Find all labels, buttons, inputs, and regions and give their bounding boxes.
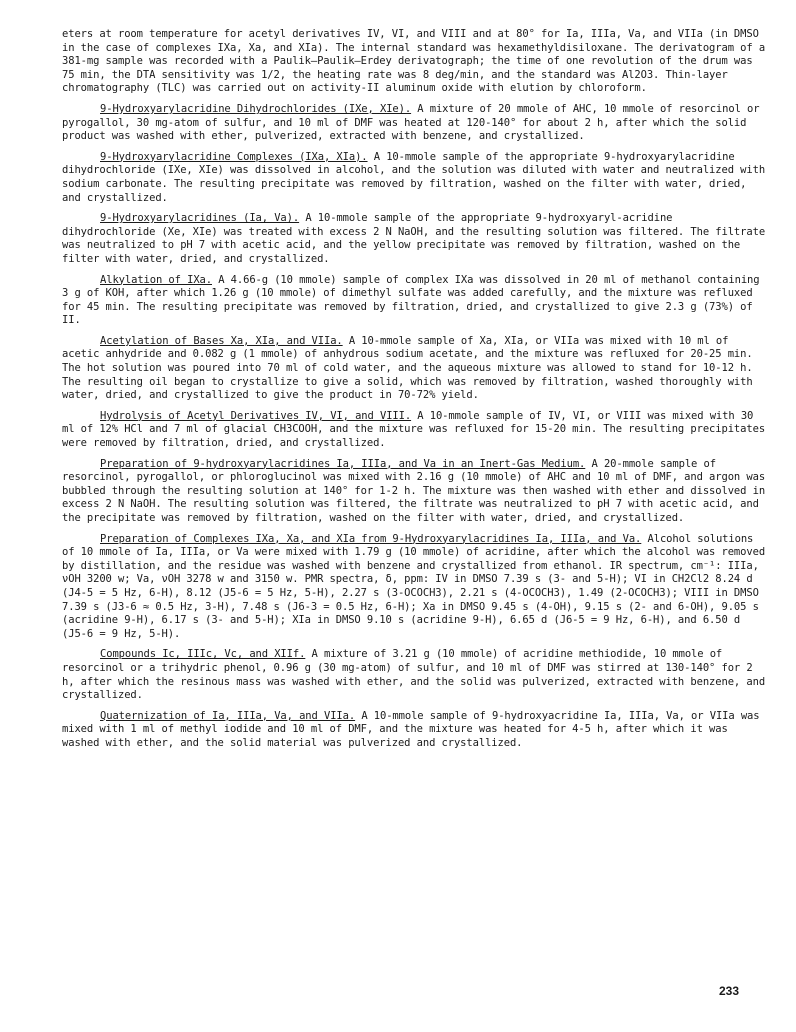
paragraph-body: Alcohol solutions of 10 mmole of Ia, IIIa, or Va were mixed with 1.79 g (10 mmole) of acridine, after which the alcohol was removed by distillation, and the residue was washed with benzene and crystallized from ethanol. IR spectrum, cm⁻¹: IIIa, νOH 3200 w; Va, νOH 3278 w and 3150 w. PMR spectra, δ, ppm: IV in DMSO 7.39 s (3- and 5-H); VI in CH2Cl2 8.24 d (J4-5 = 5 Hz, 6-H), 8.12 (J5-6 = 5 Hz, 5-H), 2.27 s (3-OCOCH3), 2.21 s (4-OCOCH3), 1.49 (2-OCOCH3); VIII in DMSO 7.39 s (J3-6 ≈ 0.5 Hz, 3-H), 7.48 s (J6-3 = 0.5 Hz, 6-H); Xa in DMSO 9.45 s (4-OH), 9.15 s (2- and 6-OH), 9.05 s (acridine 9-H), 6.17 s (3- and 5-H); XIa in DMSO 9.10 s (acridine 9-H), 6.65 d (J6-5 = 9 Hz, 6-H), and 6.50 d (J5-6 = 9 Hz, 5-H). — [62, 532, 766, 640]
paragraph-intro — [62, 28, 770, 96]
paragraph-body: A 10-mmole sample of the appropriate 9-hydroxyaryl-acridine dihydrochloride (Xe, XIe) was treated with excess 2 N NaOH, and the resulting solution was filtered. The filtrate was neutralized to pH 7 with acetic acid, and the yellow precipitate was removed by filtration, washed on the filter with water, dried, and crystallized. — [62, 212, 766, 265]
paragraph-compounds — [62, 648, 770, 702]
paragraph-inert-gas — [62, 458, 770, 526]
section-heading: Alkylation of IXa. — [100, 273, 212, 286]
page-body — [62, 28, 770, 758]
page-number: 233 — [719, 984, 740, 998]
paragraph-acetylation — [62, 335, 770, 403]
paragraph-body: A 4.66-g (10 mmole) sample of complex IXa was dissolved in 20 ml of methanol containing 3 g of KOH, after which 1.26 g (10 mmole) of dimethyl sulfate was added carefully, and the mixture was refluxed for 45 min. The resulting precipitate was removed by filtration, dried, and crystallized to give 2.3 g (73%) of II. — [62, 273, 760, 327]
paragraph-complex-preparation — [62, 533, 770, 642]
paragraph-body: A mixture of 3.21 g (10 mmole) of acridine methiodide, 10 mmole of resorcinol or a trihydric phenol, 0.96 g (30 mg-atom) of sulfur, and 10 ml of DMF was stirred at 130-140° for 2 h, after which the resinous mass was washed with ether, and the solid was pulverized, extracted with benzene, and crystallized. — [62, 648, 766, 702]
paragraph-quaternization — [62, 710, 770, 751]
paragraph-body: A 20-mmole sample of resorcinol, pyrogallol, or phloroglucinol was mixed with 2.16 g (10 mmole) of AHC and 10 ml of DMF, and argon was bubbled through the resulting solution at 140° for 1-2 h. The mixture was then washed with ether and dissolved in excess 2 N NaOH. The resulting solution was filtered, the filtrate was neutralized to pH 7 with acetic acid, and the precipitate was removed by filtration, washed on the filter with water, dried, and crystallized. — [62, 457, 766, 524]
section-heading: Hydrolysis of Acetyl Derivatives IV, VI, and VIII. — [100, 409, 412, 422]
paragraph-complexes — [62, 151, 770, 205]
paragraph-alkylation — [62, 274, 770, 328]
section-heading: 9-Hydroxyarylacridines (Ia, Va). — [100, 212, 300, 225]
paragraph-body: A 10-mmole sample of the appropriate 9-hydroxyarylacridine dihydrochloride (IXe, XIe) was dissolved in alcohol, and the solution was diluted with water and neutralized with sodium carbonate. The resulting precipitate was removed by filtration, washed on the filter with water, dried, and crystallized. — [62, 150, 766, 204]
paragraph-body: A 10-mmole sample of IV, VI, or VIII was mixed with 30 ml of 12% HCl and 7 ml of glacial CH3COOH, and the mixture was refluxed for 15-20 min. The resulting precipitates were removed by filtration, dried, and crystallized. — [62, 409, 766, 450]
paragraph-body: A 10-mmole sample of Xa, XIa, or VIIa was mixed with 10 ml of acetic anhydride and 0.082 g (1 mmole) of anhydrous sodium acetate, and the mixture was refluxed for 20-25 min. The hot solution was poured into 70 ml of cold water, and the aqueous mixture was allowed to stand for 10-12 h. The resulting oil began to crystallize to give a solid, which was removed by filtration, washed thoroughly with water, dried, and crystallized to give the product in 70-72% yield. — [62, 334, 753, 402]
paragraph-body: A mixture of 20 mmole of AHC, 10 mmole of resorcinol or pyrogallol, 30 mg-atom of sulfur, and 10 ml of DMF was heated at 120-140° for about 2 h, after which the solid product was washed with ether, pulverized, extracted with benzene, and crystallized. — [62, 102, 760, 143]
section-heading: Preparation of Complexes IXa, Xa, and XIa from 9-Hydroxyarylacridines Ia, IIIa, and Va. — [100, 532, 642, 545]
paragraph-dihydrochlorides — [62, 103, 770, 144]
section-heading: 9-Hydroxyarylacridine Dihydrochlorides (IXe, XIe). — [100, 102, 412, 115]
paragraph-hydrolysis — [62, 410, 770, 451]
paragraph-body: A 10-mmole sample of 9-hydroxyacridine Ia, IIIa, Va, or VIIa was mixed with 1 ml of methyl iodide and 10 ml of DMF, and the mixture was heated for 4-5 h, after which it was washed with ether, and the solid material was pulverized and crystallized. — [62, 709, 760, 749]
section-heading: Compounds Ic, IIIc, Vc, and XIIf. — [100, 648, 306, 661]
paragraph-body: eters at room temperature for acetyl derivatives IV, VI, and VIII and at 80° for Ia, IIIa, Va, and VIIa (in DMSO in the case of complexes IXa, Xa, and XIa). The internal standard was hexamethyldisiloxane. The derivatogram of a 381-mg sample was recorded with a Paulik—Paulik—Erdey derivatograph; the time of one revolution of the drum was 75 min, the DTA sensitivity was 1/2, the heating rate was 8 deg/min, and the standard was Al2O3. Thin-layer chromatography (TLC) was carried out on activity-II aluminum oxide with elution by chloroform. — [62, 28, 766, 95]
section-heading: 9-Hydroxyarylacridine Complexes (IXa, XIa). — [100, 150, 368, 163]
paragraph-hydroxyarylacridines — [62, 212, 770, 266]
section-heading: Preparation of 9-hydroxyarylacridines Ia, IIIa, and Va in an Inert-Gas Medium. — [100, 457, 586, 470]
section-heading: Acetylation of Bases Xa, XIa, and VIIa. — [100, 334, 343, 347]
section-heading: Quaternization of Ia, IIIa, Va, and VIIa. — [100, 709, 356, 722]
